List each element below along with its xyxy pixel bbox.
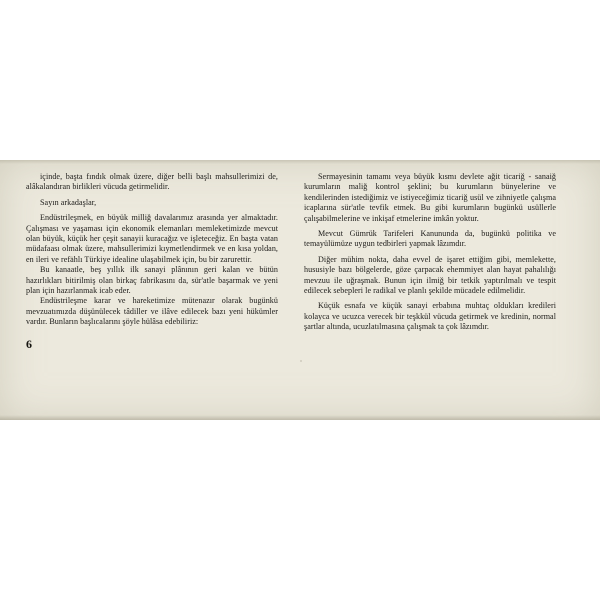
paragraph: içinde, başta fındık olmak üzere, diğer belli başlı mahsullerimizi de, alâkalandıran birlikleri vücuda getirmelidir.: [26, 172, 278, 192]
paragraph: Endüstrileşmek, en büyük milliğ davalarımız arasında yer almaktadır. Çalışması ve yaşaması için ekonomik elemanları memleketimizde mevcut olan büyük, küçük her çeşit sanayii kuracağız ve işleteceğiz. En başta vatan müdafaası olmak üzere, mahsullerimizi kıymetlendirmek ve en kısa yoldan, en ileri ve refahlı Türkiye idealine ulaşabilmek için, bu bir zarurettir.: [26, 213, 278, 264]
right-column: [304, 172, 556, 350]
paragraph: Küçük esnafa ve küçük sanayi erbabına muhtaç oldukları kredileri kolayca ve ucuzca verecek bir teşkkül vücuda getirmek ve kredinin, normal şartlar altında, ucuzlatılmasına çalışmak ta çok lâzımdır.: [304, 301, 556, 332]
left-column: [26, 172, 278, 350]
paragraph: Sermayesinin tamamı veya büyük kısmı devlete ağit ticariğ - sanaiğ kurumların maliğ kontrol şeklini; bu kurumların bünyelerine ve kendilerinden istediğimiz ve istiyeceğimiz ticariğ usül ve zihniyetle çalışma icaplarına sür'atle tevfik etmek. Bu gibi kurumların bugünkü usüllerle çalışabilmelerine ve inkişaf etmelerine imkân yoktur.: [304, 172, 556, 223]
two-column-layout: [26, 172, 574, 350]
paper-speck: [300, 360, 302, 362]
salutation-line: Sayın arkadaşlar,: [40, 197, 97, 207]
scanned-page: [0, 160, 600, 420]
paper-speck: [70, 256, 73, 259]
page-number: 6: [26, 336, 32, 351]
paragraph: Endüstrileşme karar ve hareketimize mütenazır olarak bugünkü mevzuatımızda düşünülecek tâdiller ve ilâve edilecek bazı yeni hükümler vardır. Bunların başlıcalarını şöyle hülâsa edebiliriz:: [26, 296, 278, 327]
page-content: [26, 172, 574, 408]
paragraph: Bu kanaatle, beş yıllık ilk sanayi plânının geri kalan ve bütün hazırlıkları bitirilmiş olan birkaç fabrikasını da, sür'atle başarmak ve yeni plan için hazırlanmak icab eder.: [26, 265, 278, 296]
paragraph: Diğer mühim nokta, daha evvel de işaret ettiğim gibi, memlekette, hususiyle bazı bölgelerde, göze çarpacak ehemmiyet alan hayat pahalılığı mevzuu ile uğraşmak. Bunun için ilmiğ bir tetkik yaptırılmalı ve tespit edilecek sebepleri le radikal ve planlı şekilde mücadele edilmelidir.: [304, 254, 556, 296]
paragraph: Mevcut Gümrük Tarifeleri Kanununda da, bugünkü politika ve temayülümüze uygun tedbirleri yapmak lâzımdır.: [304, 229, 556, 249]
